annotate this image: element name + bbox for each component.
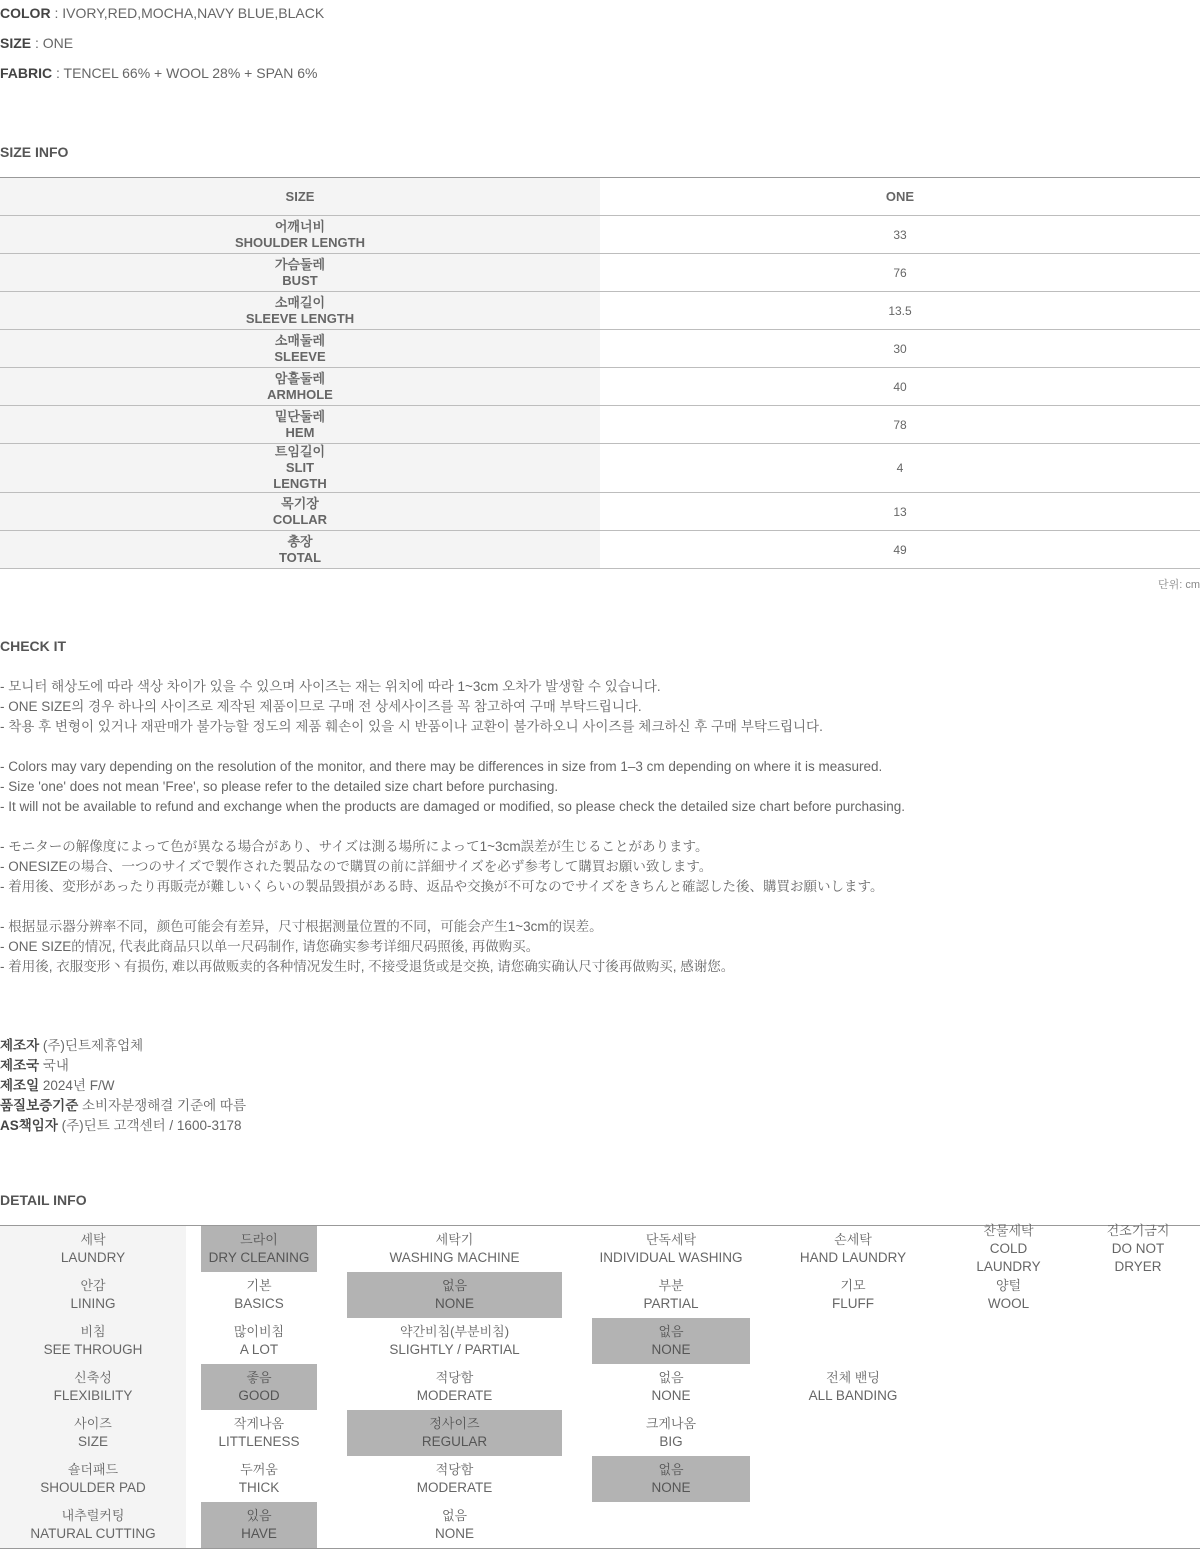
size-row-label-en: SLEEVE [274,348,326,364]
size-info-title: SIZE INFO [0,144,69,160]
check-note: - Colors may vary depending on the resolution of the monitor, and there may be differences in size from 1–3 cm depending on where it is measured. [0,759,883,774]
check-note: - 根据显示器分辨率不同，颜色可能会有差异，尺寸根据测量位置的不同，可能会产生1~3cm的误差。 [0,919,603,934]
detail-header-box [0,1502,186,1548]
detail-option-cell [186,1410,332,1456]
size-table [0,177,1200,569]
detail-option-cell [332,1226,577,1273]
detail-option-en: A LOT [239,1342,279,1357]
detail-row [0,1364,1200,1410]
detail-option-selected [592,1318,750,1364]
size-row [0,292,1200,330]
detail-option [201,1410,317,1456]
detail-option-ko: 적당함 [435,1462,474,1477]
size-row-label-ko: 암홀둘레 [274,370,326,386]
size-row [0,493,1200,531]
size-table-header [0,178,1200,216]
detail-header-en: SEE THROUGH [43,1342,143,1357]
detail-option-cell [186,1456,332,1502]
size-row-value: 13.5 [600,292,1200,330]
check-note: - 착용 후 변형이 있거나 재판매가 불가능할 정도의 제품 훼손이 있을 시 반품이나 교환이 불가하오니 사이즈를 체크하신 후 구매 부탁드립니다. [0,719,823,734]
size-row-label [0,406,600,444]
detail-option [201,1318,317,1364]
detail-option-cell [1076,1364,1200,1410]
detail-option-cell [577,1318,765,1364]
size-row-label [0,292,600,330]
detail-header-box [0,1364,186,1410]
detail-option-cell [765,1456,941,1502]
detail-header-ko: 비침 [80,1324,106,1339]
size-row-value: 33 [600,216,1200,254]
size-row-label-ko: 소매길이 [274,294,326,310]
size-row-label [0,330,600,368]
detail-option-en: DRY CLEANING [208,1250,310,1265]
manufacturer-label: 제조일 [0,1078,40,1093]
manufacturer-value: 소비자분쟁해결 기준에 따름 [78,1098,246,1113]
detail-header-ko: 내추럴커팅 [61,1508,125,1523]
detail-option-cell [577,1410,765,1456]
detail-row-header [0,1226,186,1273]
detail-header-box [0,1272,186,1318]
detail-header-box [0,1456,186,1502]
detail-option [592,1364,750,1410]
detail-option-en: GOOD [238,1388,280,1403]
detail-option-ko: 좋음 [246,1370,272,1385]
size-row-value: 49 [600,531,1200,569]
detail-option-ko: 정사이즈 [429,1416,480,1431]
detail-option-cell [577,1364,765,1410]
detail-option [956,1223,1061,1274]
size-row-label-en: SLEEVE LENGTH [245,310,355,326]
detail-header-ko: 안감 [80,1278,106,1293]
spec-value: : IVORY,RED,MOCHA,NAVY BLUE,BLACK [50,5,325,21]
spec-label: SIZE [0,35,32,51]
detail-option-en: NONE [651,1342,691,1357]
manufacturer-label: 제조국 [0,1058,40,1073]
size-row-label [0,531,600,569]
check-note: - It will not be available to refund and exchange when the products are damaged or modified, so please check the detailed size chart before purchasing. [0,799,906,814]
detail-option-en: NONE [651,1388,691,1403]
detail-option-en: COLD LAUNDRY [976,1241,1041,1274]
detail-option-selected [201,1364,317,1410]
detail-option-en: HAVE [241,1526,277,1541]
spacer [0,737,905,757]
spacer [0,817,905,837]
detail-option-en: NONE [651,1480,691,1495]
manufacturer-row [0,1076,246,1096]
detail-option-en: ALL BANDING [808,1388,898,1403]
size-row-label-en: BUST [282,272,318,288]
size-row-label [0,216,600,254]
detail-option-ko: 약간비침(부분비침) [399,1324,510,1339]
detail-option [201,1456,317,1502]
detail-option-ko: 단독세탁 [645,1232,697,1247]
size-row [0,254,1200,292]
detail-row-header [0,1272,186,1318]
detail-option-ko: 부분 [658,1278,684,1293]
detail-row [0,1456,1200,1502]
size-row [0,330,1200,368]
detail-option-ko: 없음 [441,1278,468,1293]
detail-option-cell [332,1410,577,1456]
detail-option-ko: 드라이 [240,1232,278,1247]
detail-header-en: LAUNDRY [60,1250,126,1265]
detail-option-cell [332,1364,577,1410]
detail-option-en: MODERATE [416,1480,493,1495]
size-row-label [0,444,600,493]
manufacturer-value: (주)딘트제휴업체 [39,1038,144,1053]
size-row [0,406,1200,444]
detail-option-ko: 두꺼움 [240,1462,278,1477]
spacer [0,897,905,917]
detail-option-selected [201,1226,317,1272]
detail-option-cell [941,1318,1076,1364]
size-row-label-en2: LENGTH [273,476,327,491]
detail-option [592,1272,750,1318]
detail-row [0,1318,1200,1364]
manufacturer-label: 제조자 [0,1038,40,1053]
detail-table [0,1225,1200,1549]
check-it-title: CHECK IT [0,638,67,654]
detail-option-cell [577,1456,765,1502]
detail-option-en: LITTLENESS [218,1434,300,1449]
detail-option-cell [941,1223,1076,1274]
detail-option-ko: 적당함 [435,1370,474,1385]
detail-row-header [0,1410,186,1456]
detail-row [0,1410,1200,1456]
check-note: - ONE SIZE的情况, 代表此商品只以单一尺码制作, 请您确实参考详细尺码照後, 再做购买。 [0,939,540,954]
detail-option-cell [332,1272,577,1318]
check-note: - 着用後, 衣服变形丶有损伤, 难以再做贩卖的各种情况发生时, 不接受退货或是交换, 请您确实确认尺寸後再做购买, 感谢您。 [0,959,735,974]
detail-header-ko: 신축성 [74,1370,112,1385]
size-row-label-ko: 어깨너비 [274,218,326,234]
detail-option-ko: 없음 [658,1462,684,1477]
size-row-label-ko: 가슴둘레 [274,256,326,272]
detail-option-cell [941,1364,1076,1410]
detail-option-cell [186,1272,332,1318]
spec-label: FABRIC [0,65,53,81]
detail-option-en: BASICS [234,1296,284,1311]
detail-option-en: INDIVIDUAL WASHING [599,1250,743,1265]
detail-option-en: NONE [434,1296,474,1311]
size-row-value: 4 [600,444,1200,493]
size-row-label-en: SLIT [285,460,315,475]
spec-size [0,35,73,51]
detail-option-cell [941,1502,1076,1549]
spec-fabric [0,65,317,81]
detail-header-ko: 세탁 [80,1232,106,1247]
detail-header-box [0,1410,186,1456]
detail-row-header [0,1318,186,1364]
detail-option [780,1272,926,1318]
detail-header-ko: 숄더패드 [67,1462,119,1477]
size-row [0,368,1200,406]
detail-option-cell [1076,1223,1200,1274]
size-row [0,531,1200,569]
spec-color [0,5,324,21]
detail-header-ko: 사이즈 [74,1416,112,1431]
size-row-label [0,254,600,292]
detail-header-en: LINING [70,1296,116,1311]
size-row-value: 40 [600,368,1200,406]
detail-option-cell [186,1318,332,1364]
spec-value: : TENCEL 66% + WOOL 28% + SPAN 6% [52,65,318,81]
detail-option-cell [186,1226,332,1273]
detail-option-cell [765,1410,941,1456]
size-row-value: 76 [600,254,1200,292]
size-row-label-ko: 트임길이 [274,444,326,459]
detail-option-ko: 찬물세탁 [983,1223,1034,1238]
detail-header-en: SIZE [77,1434,108,1449]
size-row-label-en: SHOULDER LENGTH [235,234,365,250]
detail-option-en: HAND LAUNDRY [799,1250,907,1265]
detail-row-header [0,1502,186,1549]
detail-option-cell [941,1456,1076,1502]
detail-option-en: SLIGHTLY / PARTIAL [389,1342,520,1357]
detail-option-en: FLUFF [832,1296,874,1311]
detail-option [780,1364,926,1410]
detail-option-selected [347,1410,562,1456]
detail-row [0,1502,1200,1549]
detail-option-cell [1076,1410,1200,1456]
detail-option-en: PARTIAL [643,1296,699,1311]
size-row-value: 30 [600,330,1200,368]
detail-option-cell [186,1502,332,1549]
detail-option-cell [1076,1272,1200,1318]
detail-header-en: FLEXIBILITY [53,1388,133,1403]
detail-option-cell [1076,1502,1200,1549]
size-row-label-ko: 밑단둘레 [274,408,326,424]
detail-option [1091,1223,1185,1274]
detail-option-cell [332,1502,577,1549]
detail-option-cell [332,1318,577,1364]
manufacturer-value: (주)딘트 고객센터 / 1600-3178 [57,1118,242,1133]
detail-option [347,1364,562,1410]
detail-row-header [0,1364,186,1410]
detail-option [347,1502,562,1548]
size-row-label-en: ARMHOLE [267,386,333,402]
detail-option-cell [577,1272,765,1318]
check-it-notes [0,677,905,977]
detail-option-cell [941,1410,1076,1456]
manufacturer-row [0,1116,246,1136]
detail-option-ko: 없음 [658,1370,684,1385]
detail-option-en: NONE [434,1526,474,1541]
size-row-label-en: TOTAL [278,549,322,565]
detail-option-selected [592,1456,750,1502]
detail-option [592,1226,750,1272]
size-row-label-ko: 목기장 [281,495,319,511]
detail-option-ko: 작게나옴 [233,1416,285,1431]
check-note: - 着用後、変形があったり再販売が難しいくらいの製品毀損がある時、返品や交換が不可なのでサイズをきちんと確認した後、購買お願いします。 [0,879,884,894]
detail-header-en: SHOULDER PAD [40,1480,146,1495]
detail-row [0,1226,1200,1273]
detail-option-en: THICK [238,1480,280,1495]
detail-option-cell [1076,1456,1200,1502]
detail-option-cell [765,1502,941,1549]
detail-option-ko: 기본 [246,1278,272,1293]
spec-label: COLOR [0,5,51,21]
size-row-value: 78 [600,406,1200,444]
detail-info-title: DETAIL INFO [0,1192,87,1208]
detail-option-ko: 없음 [658,1324,684,1339]
detail-option-cell [765,1272,941,1318]
check-note: - ONESIZEの場合、一つのサイズで製作された製品なので購買の前に詳細サイズを必ず参考して購買お願い致します。 [0,859,713,874]
detail-option-cell [577,1226,765,1273]
detail-row [0,1272,1200,1318]
detail-option-en: REGULAR [421,1434,488,1449]
size-row-value: 13 [600,493,1200,531]
detail-option [347,1318,562,1364]
detail-option [592,1410,750,1456]
detail-option-en: DO NOT DRYER [1111,1241,1165,1274]
detail-option-ko: 세탁기 [435,1232,474,1247]
detail-option-cell [765,1226,941,1273]
detail-option-en: BIG [659,1434,683,1449]
manufacturer-row [0,1096,246,1116]
manufacturer-info [0,1036,246,1136]
size-row [0,216,1200,254]
detail-option-ko: 없음 [441,1508,468,1523]
detail-option-ko: 기모 [840,1278,866,1293]
detail-option-cell [941,1272,1076,1318]
detail-option-selected [201,1502,317,1548]
detail-option-cell [186,1364,332,1410]
detail-header-box [0,1318,186,1364]
spec-value: : ONE [31,35,74,51]
detail-option-cell [765,1318,941,1364]
detail-option-cell [765,1364,941,1410]
detail-header-en: NATURAL CUTTING [30,1526,156,1541]
detail-option-ko: 크게나옴 [645,1416,697,1431]
check-note: - 모니터 해상도에 따라 색상 차이가 있을 수 있으며 사이즈는 재는 위치에 따라 1~3cm 오차가 발생할 수 있습니다. [0,679,661,694]
detail-option-ko: 많이비침 [233,1324,285,1339]
detail-row-header [0,1456,186,1502]
detail-option-en: MODERATE [416,1388,493,1403]
detail-option [956,1272,1061,1318]
detail-option [201,1272,317,1318]
size-row-label-ko: 소매둘레 [274,332,326,348]
manufacturer-label: 품질보증기준 [0,1098,79,1113]
detail-option-ko: 있음 [246,1508,272,1523]
check-note: - モニターの解像度によって色が異なる場合があり、サイズは測る場所によって1~3cm誤差が生じることがあります。 [0,839,709,854]
size-row-label-en: COLLAR [272,511,328,527]
size-row-label [0,493,600,531]
check-note: - ONE SIZE의 경우 하나의 사이즈로 제작된 제품이므로 구매 전 상세사이즈를 꼭 참고하여 구매 부탁드립니다. [0,699,642,714]
detail-option-cell [1076,1318,1200,1364]
size-row [0,444,1200,493]
detail-option-ko: 손세탁 [834,1232,872,1247]
detail-option [347,1456,562,1502]
detail-option-ko: 양털 [995,1278,1022,1293]
size-row-label-ko: 총장 [287,533,313,549]
check-note: - Size 'one' does not mean 'Free', so please refer to the detailed size chart before purchasing. [0,779,559,794]
unit-note: 단위: cm [1157,579,1200,591]
detail-option [780,1226,926,1272]
manufacturer-value: 국내 [39,1058,69,1073]
detail-option [347,1226,562,1272]
manufacturer-row [0,1056,246,1076]
size-row-label-en: HEM [285,424,315,440]
size-row-label [0,368,600,406]
detail-option-en: WASHING MACHINE [389,1250,520,1265]
detail-option-ko: 전체 밴딩 [826,1370,880,1385]
size-header-value: ONE [600,178,1200,216]
manufacturer-row [0,1036,246,1056]
detail-option-en: WOOL [987,1296,1030,1311]
manufacturer-value: 2024년 F/W [39,1078,115,1093]
detail-option-cell [332,1456,577,1502]
detail-option-ko: 건조기금지 [1106,1223,1170,1238]
manufacturer-label: AS책임자 [0,1118,58,1133]
detail-option-cell [577,1502,765,1549]
detail-option-selected [347,1272,562,1318]
size-header-label: SIZE [0,178,600,216]
detail-header-box [0,1226,186,1272]
